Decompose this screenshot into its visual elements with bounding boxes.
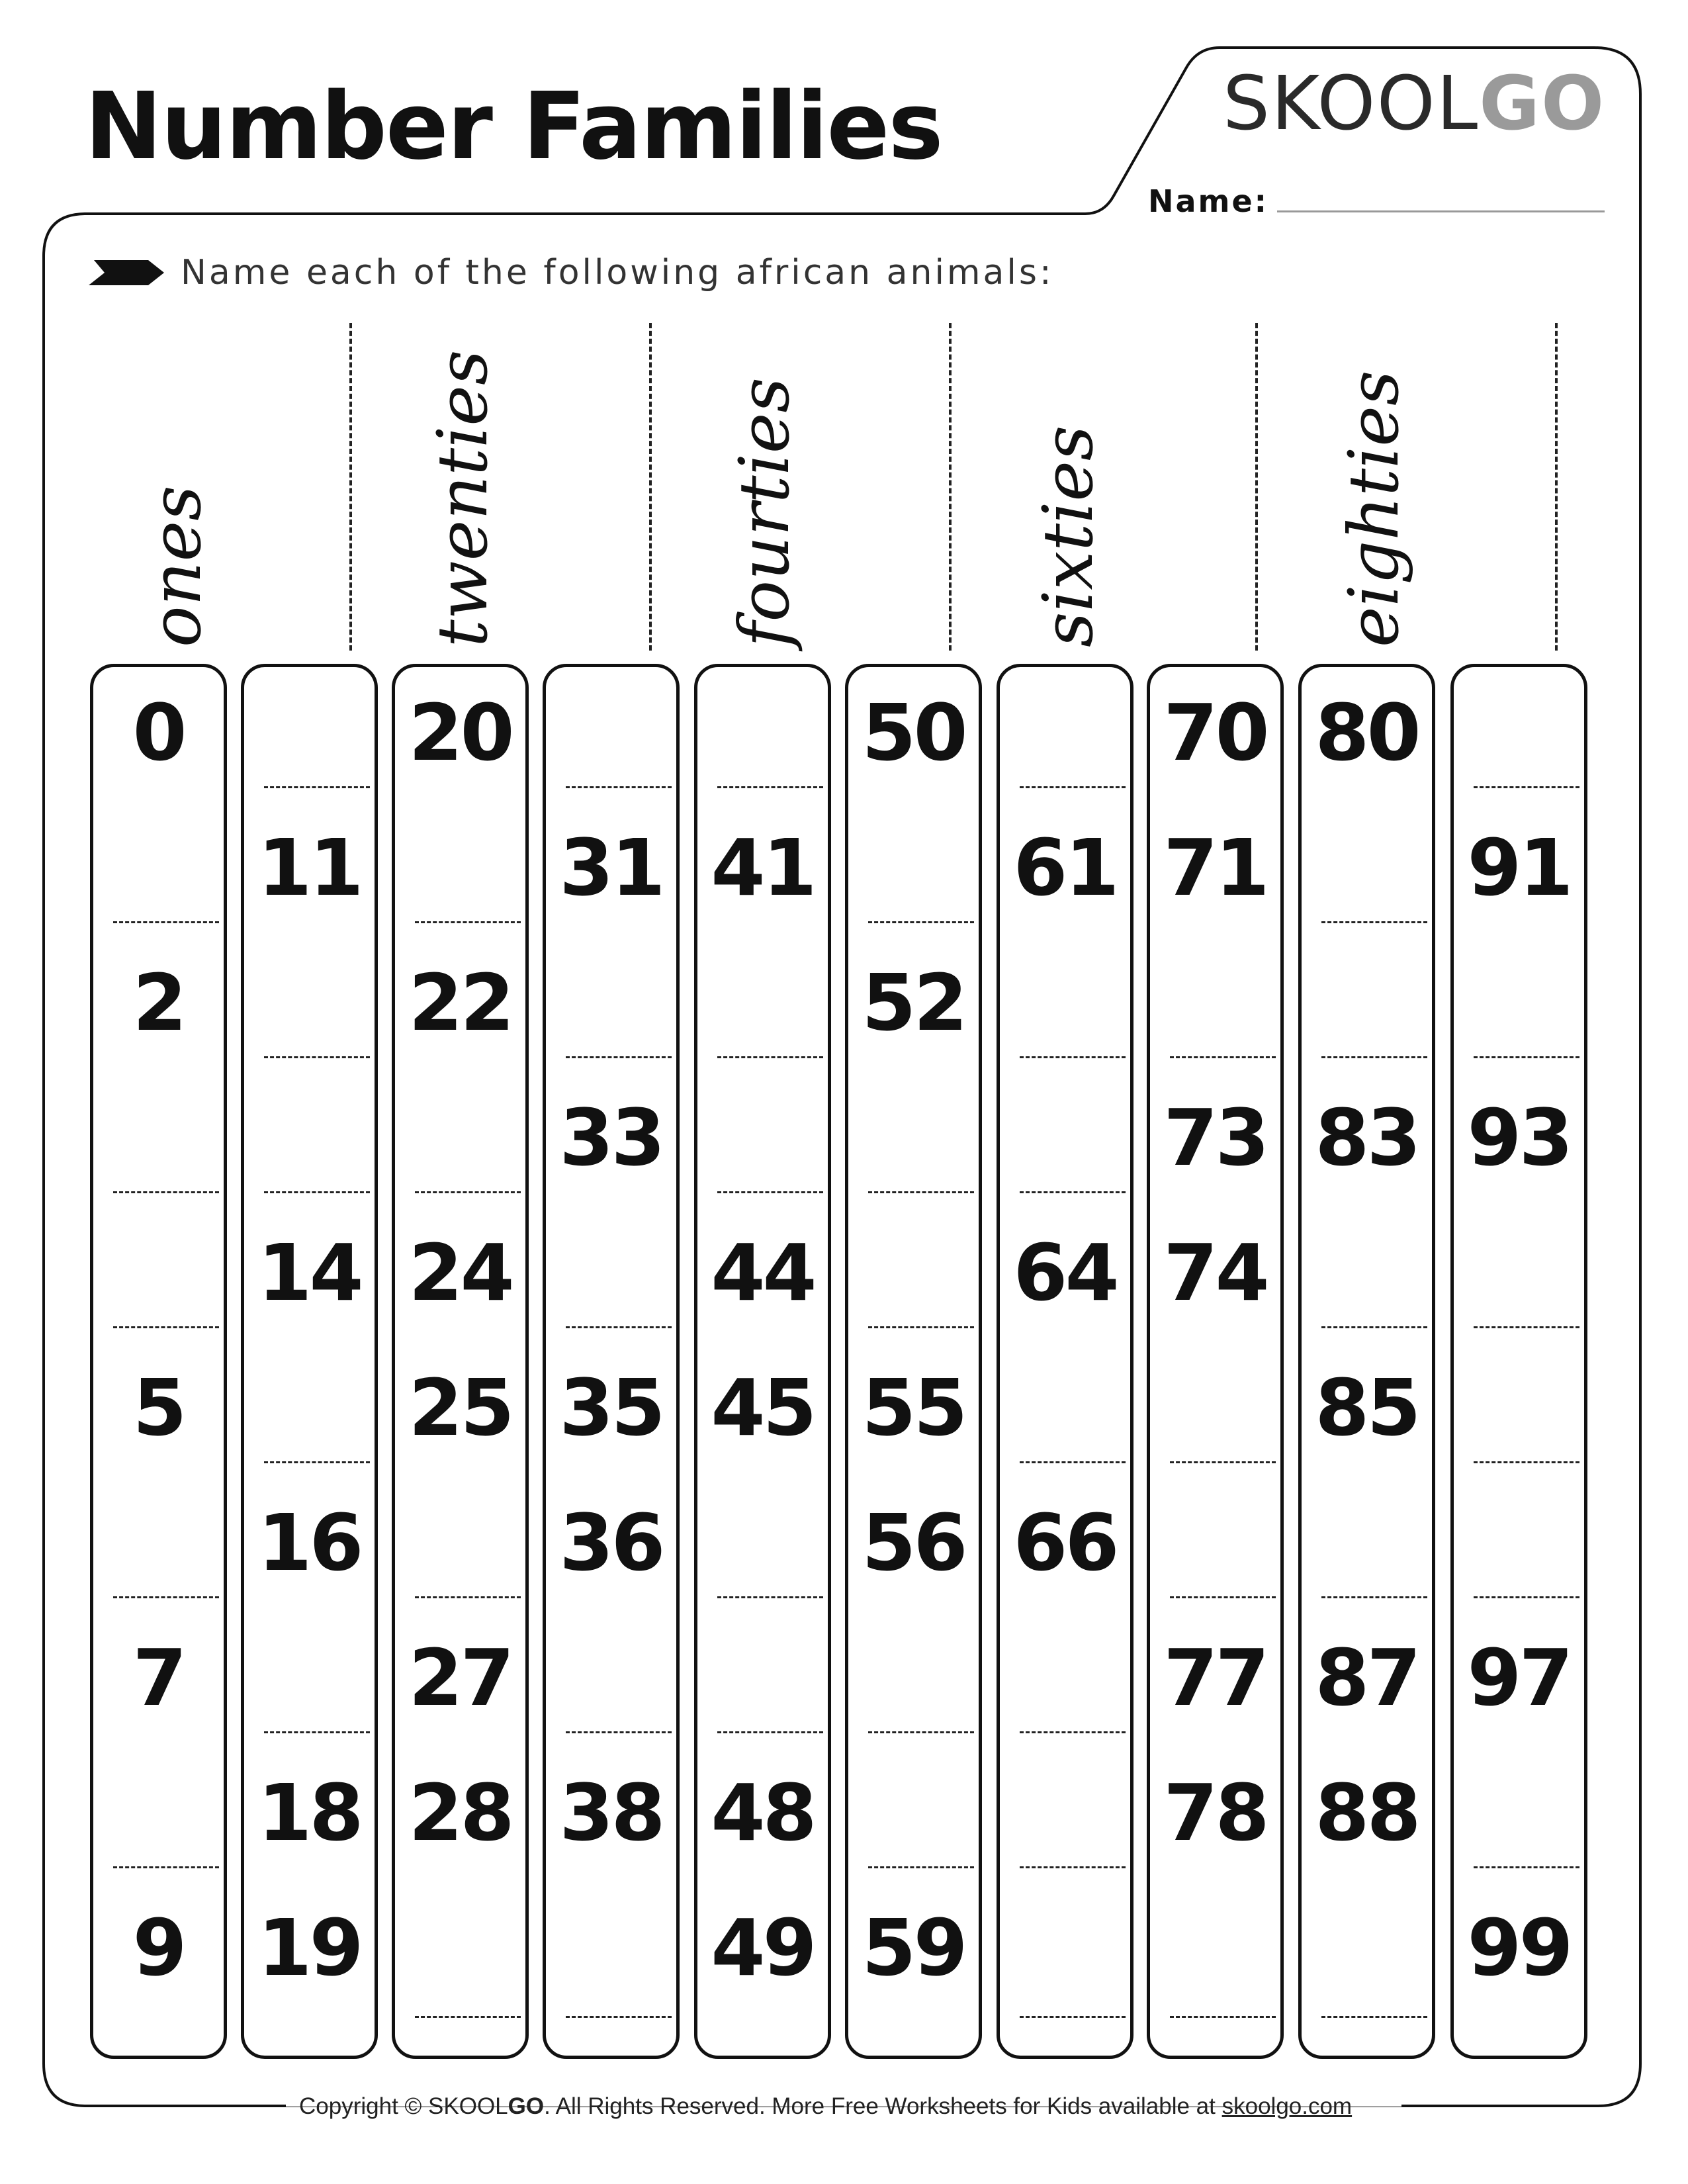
answer-line[interactable] — [1474, 1461, 1579, 1463]
answer-cell[interactable] — [395, 1072, 525, 1207]
number-value: 14 — [257, 1227, 361, 1318]
answer-line[interactable] — [566, 2016, 672, 2018]
column-header: twenties — [422, 349, 503, 647]
number-cell — [1302, 1072, 1432, 1207]
number-value: 99 — [1467, 1902, 1571, 1993]
number-value: 44 — [711, 1227, 815, 1318]
answer-line[interactable] — [1474, 1596, 1579, 1598]
answer-cell[interactable] — [1150, 1882, 1280, 2017]
column-divider — [349, 323, 352, 651]
number-value: 22 — [408, 957, 512, 1048]
answer-cell[interactable] — [244, 937, 375, 1072]
number-value: 49 — [711, 1902, 815, 1993]
answer-cell[interactable] — [93, 1207, 224, 1342]
answer-line[interactable] — [1170, 1596, 1276, 1598]
number-cell — [93, 1882, 224, 2017]
number-value: 20 — [408, 687, 512, 778]
answer-cell[interactable] — [244, 1612, 375, 1747]
answer-line[interactable] — [566, 786, 672, 788]
answer-line[interactable] — [1321, 1326, 1427, 1328]
number-column — [694, 664, 831, 2059]
number-value: 93 — [1467, 1092, 1571, 1183]
number-value: 27 — [408, 1632, 512, 1723]
number-value: 41 — [711, 822, 815, 913]
number-cell — [395, 1747, 525, 1882]
number-cell — [546, 802, 676, 937]
name-label: Name: — [1148, 183, 1269, 219]
number-value: 85 — [1315, 1362, 1419, 1453]
answer-cell[interactable] — [1150, 1477, 1280, 1612]
number-value: 66 — [1013, 1497, 1117, 1588]
name-field[interactable] — [1277, 210, 1605, 212]
answer-cell[interactable] — [1454, 667, 1584, 802]
number-cell — [1150, 1072, 1280, 1207]
number-cell — [848, 1477, 979, 1612]
answer-cell[interactable] — [93, 1747, 224, 1882]
number-cell — [697, 1342, 828, 1477]
answer-line[interactable] — [1321, 921, 1427, 923]
answer-line[interactable] — [1474, 1866, 1579, 1868]
answer-line[interactable] — [113, 1596, 219, 1598]
answer-line[interactable] — [1170, 2016, 1276, 2018]
answer-line[interactable] — [1170, 1461, 1276, 1463]
answer-cell[interactable] — [244, 1072, 375, 1207]
number-cell — [93, 937, 224, 1072]
answer-cell[interactable] — [1302, 937, 1432, 1072]
number-cell — [1454, 1612, 1584, 1747]
number-cell — [244, 1882, 375, 2017]
number-cell — [395, 1612, 525, 1747]
answer-cell[interactable] — [395, 1882, 525, 2017]
answer-cell[interactable] — [697, 937, 828, 1072]
number-cell — [1150, 1612, 1280, 1747]
answer-line[interactable] — [113, 1326, 219, 1328]
number-cell — [1150, 1747, 1280, 1882]
number-column — [543, 664, 680, 2059]
answer-cell[interactable] — [1000, 1342, 1130, 1477]
number-cell — [546, 1747, 676, 1882]
number-column — [392, 664, 529, 2059]
answer-cell[interactable] — [244, 667, 375, 802]
number-value: 70 — [1163, 687, 1267, 778]
number-value: 25 — [408, 1362, 512, 1453]
answer-cell[interactable] — [1150, 1342, 1280, 1477]
number-cell — [93, 1612, 224, 1747]
number-value: 36 — [559, 1497, 663, 1588]
answer-cell[interactable] — [546, 1207, 676, 1342]
answer-line[interactable] — [717, 786, 823, 788]
answer-line[interactable] — [717, 1731, 823, 1733]
skoolgo-logo — [1223, 61, 1605, 147]
answer-line[interactable] — [717, 1191, 823, 1193]
number-cell — [244, 802, 375, 937]
number-column — [1147, 664, 1284, 2059]
number-value: 0 — [132, 687, 185, 778]
footer-copyright — [299, 2093, 1352, 2120]
answer-cell[interactable] — [1000, 1882, 1130, 2017]
number-value: 77 — [1163, 1632, 1267, 1723]
answer-line[interactable] — [1020, 1866, 1126, 1868]
column-divider — [649, 323, 652, 651]
number-cell — [395, 667, 525, 802]
number-value: 7 — [132, 1632, 185, 1723]
answer-line[interactable] — [113, 1191, 219, 1193]
answer-line[interactable] — [415, 1596, 521, 1598]
column-header: ones — [136, 485, 216, 647]
footer-link[interactable]: skoolgo.com — [1222, 2093, 1353, 2119]
answer-cell[interactable] — [395, 1477, 525, 1612]
answer-line[interactable] — [1020, 1461, 1126, 1463]
number-value: 48 — [711, 1767, 815, 1858]
answer-line[interactable] — [868, 1326, 974, 1328]
answer-line[interactable] — [1020, 1191, 1126, 1193]
footer-go: GO — [508, 2093, 545, 2119]
answer-line[interactable] — [1321, 2016, 1427, 2018]
answer-line[interactable] — [415, 921, 521, 923]
number-value: 80 — [1315, 687, 1419, 778]
number-value: 74 — [1163, 1227, 1267, 1318]
answer-line[interactable] — [1321, 1596, 1427, 1598]
number-value: 35 — [559, 1362, 663, 1453]
answer-line[interactable] — [868, 1191, 974, 1193]
answer-line[interactable] — [868, 1866, 974, 1868]
column-header: fourties — [724, 377, 805, 647]
answer-cell[interactable] — [93, 1072, 224, 1207]
logo-text-skool: SKOOL — [1223, 61, 1480, 147]
number-value: 31 — [559, 822, 663, 913]
number-value: 87 — [1315, 1632, 1419, 1723]
answer-line[interactable] — [566, 1326, 672, 1328]
number-cell — [1150, 667, 1280, 802]
number-value: 11 — [257, 822, 361, 913]
number-cell — [697, 802, 828, 937]
answer-line[interactable] — [1170, 1056, 1276, 1058]
number-column — [845, 664, 982, 2059]
number-value: 88 — [1315, 1767, 1419, 1858]
number-value: 19 — [257, 1902, 361, 1993]
number-value: 55 — [862, 1362, 965, 1453]
number-value: 38 — [559, 1767, 663, 1858]
number-value: 2 — [132, 957, 185, 1048]
answer-cell[interactable] — [1000, 937, 1130, 1072]
answer-line[interactable] — [1474, 1056, 1579, 1058]
number-column — [241, 664, 378, 2059]
answer-cell[interactable] — [697, 1612, 828, 1747]
number-column — [1298, 664, 1435, 2059]
answer-line[interactable] — [264, 1056, 370, 1058]
number-cell — [1000, 802, 1130, 937]
number-cell — [848, 1882, 979, 2017]
worksheet-title: Number Families — [85, 73, 942, 181]
instruction-text: Name each of the following african animals: — [181, 253, 1054, 293]
answer-cell[interactable] — [1000, 1612, 1130, 1747]
answer-line[interactable] — [113, 1866, 219, 1868]
answer-cell[interactable] — [546, 1612, 676, 1747]
answer-cell[interactable] — [848, 1612, 979, 1747]
number-cell — [1150, 802, 1280, 937]
number-cell — [395, 1342, 525, 1477]
answer-line[interactable] — [1474, 1326, 1579, 1328]
column-divider — [1255, 323, 1258, 651]
answer-cell[interactable] — [848, 802, 979, 937]
number-cell — [1454, 802, 1584, 937]
answer-line[interactable] — [1020, 786, 1126, 788]
answer-cell[interactable] — [697, 1072, 828, 1207]
answer-line[interactable] — [868, 1731, 974, 1733]
number-cell — [1302, 667, 1432, 802]
number-cell — [848, 1342, 979, 1477]
number-value: 50 — [862, 687, 965, 778]
answer-line[interactable] — [113, 921, 219, 923]
column-header: sixties — [1028, 425, 1108, 647]
answer-line[interactable] — [566, 1056, 672, 1058]
answer-line[interactable] — [717, 1596, 823, 1598]
footer-middle: . All Rights Reserved. More Free Worksheets for Kids available at — [544, 2093, 1222, 2119]
answer-cell[interactable] — [244, 1342, 375, 1477]
answer-cell[interactable] — [1150, 937, 1280, 1072]
number-cell — [244, 1747, 375, 1882]
answer-cell[interactable] — [697, 667, 828, 802]
number-cell — [93, 667, 224, 802]
number-column — [90, 664, 227, 2059]
number-cell — [1000, 1207, 1130, 1342]
number-value: 52 — [862, 957, 965, 1048]
number-cell — [244, 1207, 375, 1342]
number-cell — [244, 1477, 375, 1612]
answer-cell[interactable] — [93, 802, 224, 937]
number-value: 78 — [1163, 1767, 1267, 1858]
number-value: 64 — [1013, 1227, 1117, 1318]
answer-cell[interactable] — [848, 1072, 979, 1207]
answer-line[interactable] — [1020, 1731, 1126, 1733]
number-cell — [697, 1207, 828, 1342]
number-cell — [1454, 1882, 1584, 2017]
number-cell — [1302, 1342, 1432, 1477]
answer-line[interactable] — [415, 1191, 521, 1193]
number-value: 5 — [132, 1362, 185, 1453]
number-column — [1450, 664, 1587, 2059]
answer-line[interactable] — [264, 1461, 370, 1463]
column-divider — [1555, 323, 1558, 651]
answer-cell[interactable] — [848, 1207, 979, 1342]
answer-line[interactable] — [1020, 1056, 1126, 1058]
answer-cell[interactable] — [1302, 802, 1432, 937]
answer-cell[interactable] — [1000, 1072, 1130, 1207]
answer-cell[interactable] — [546, 667, 676, 802]
number-value: 83 — [1315, 1092, 1419, 1183]
number-value: 18 — [257, 1767, 361, 1858]
number-cell — [1454, 1072, 1584, 1207]
number-value: 91 — [1467, 822, 1571, 913]
footer-prefix: Copyright © SKOOL — [299, 2093, 508, 2119]
answer-line[interactable] — [415, 2016, 521, 2018]
number-cell — [848, 667, 979, 802]
number-cell — [697, 1747, 828, 1882]
answer-line[interactable] — [264, 1191, 370, 1193]
answer-cell[interactable] — [1000, 1747, 1130, 1882]
answer-cell[interactable] — [1454, 1342, 1584, 1477]
answer-line[interactable] — [264, 1731, 370, 1733]
answer-cell[interactable] — [1454, 1747, 1584, 1882]
number-cell — [395, 1207, 525, 1342]
column-header: eighties — [1333, 370, 1414, 647]
number-value: 56 — [862, 1497, 965, 1588]
answer-cell[interactable] — [395, 802, 525, 937]
number-value: 9 — [132, 1902, 185, 1993]
number-cell — [697, 1882, 828, 2017]
answer-line[interactable] — [1474, 786, 1579, 788]
number-value: 71 — [1163, 822, 1267, 913]
answer-cell[interactable] — [1454, 937, 1584, 1072]
number-column — [997, 664, 1133, 2059]
number-value: 33 — [559, 1092, 663, 1183]
number-value: 97 — [1467, 1632, 1571, 1723]
answer-cell[interactable] — [848, 1747, 979, 1882]
number-value: 61 — [1013, 822, 1117, 913]
number-cell — [546, 1342, 676, 1477]
answer-line[interactable] — [868, 921, 974, 923]
answer-cell[interactable] — [546, 1882, 676, 2017]
number-cell — [546, 1072, 676, 1207]
number-value: 28 — [408, 1767, 512, 1858]
answer-line[interactable] — [717, 1056, 823, 1058]
answer-cell[interactable] — [1000, 667, 1130, 802]
number-cell — [93, 1342, 224, 1477]
answer-cell[interactable] — [697, 1477, 828, 1612]
number-cell — [848, 937, 979, 1072]
arrow-tag-icon — [87, 257, 165, 288]
answer-cell[interactable] — [93, 1477, 224, 1612]
logo-text-go: GO — [1479, 61, 1606, 147]
number-value: 45 — [711, 1362, 815, 1453]
answer-cell[interactable] — [546, 937, 676, 1072]
answer-cell[interactable] — [1302, 1207, 1432, 1342]
number-cell — [395, 937, 525, 1072]
number-cell — [1150, 1207, 1280, 1342]
number-cell — [1000, 1477, 1130, 1612]
column-divider — [949, 323, 952, 651]
answer-cell[interactable] — [1454, 1477, 1584, 1612]
answer-line[interactable] — [566, 1731, 672, 1733]
number-value: 73 — [1163, 1092, 1267, 1183]
answer-cell[interactable] — [1302, 1477, 1432, 1612]
number-value: 16 — [257, 1497, 361, 1588]
number-value: 59 — [862, 1902, 965, 1993]
answer-line[interactable] — [1020, 2016, 1126, 2018]
number-cell — [1302, 1747, 1432, 1882]
answer-cell[interactable] — [1302, 1882, 1432, 2017]
number-value: 24 — [408, 1227, 512, 1318]
number-cell — [546, 1477, 676, 1612]
answer-cell[interactable] — [1454, 1207, 1584, 1342]
number-cell — [1302, 1612, 1432, 1747]
answer-line[interactable] — [1321, 1056, 1427, 1058]
answer-line[interactable] — [264, 786, 370, 788]
